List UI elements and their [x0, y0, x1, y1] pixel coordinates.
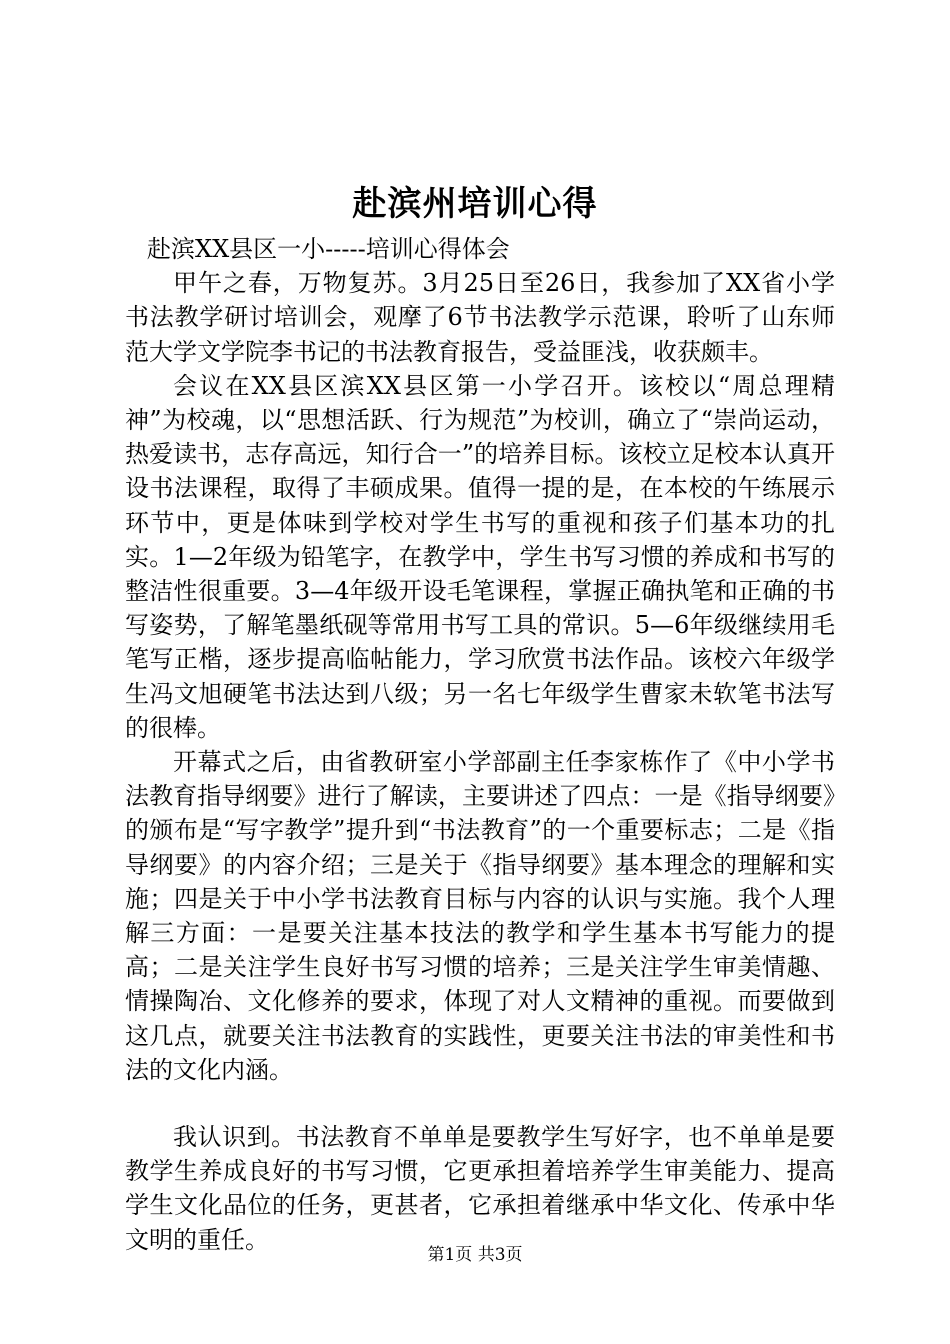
document-body	[125, 232, 835, 1257]
paragraph-3: 开幕式之后，由省教研室小学部副主任李家栋作了《中小学书法教育指导纲要》进行了解读，主要讲述了四点：一是《指导纲要》的颁布是“写字教学”提升到“书法教育”的一个重要标志；二是《指导纲要》的内容介绍；三是关于《指导纲要》基本理念的理解和实施；四是关于中小学书法教育目标与内容的认识与实施。我个人理解三方面：一是要关注基本技法的教学和学生基本书写能力的提高；二是关注学生良好书写习惯的培养；三是关注学生审美情趣、情操陶冶、文化修养的要求，体现了对人文精神的重视。而要做到这几点，就要关注书法教育的实践性，更要关注书法的审美性和书法的文化内涵。	[125, 748, 835, 1084]
page-footer: 第1页 共3页	[427, 1245, 523, 1265]
paragraph-4: 我认识到。书法教育不单单是要教学生写好字，也不单单是要教学生养成良好的书写习惯，它更承担着培养学生审美能力、提高学生文化品位的任务，更甚者，它承担着继承中华文化、传承中华文明的重任。	[125, 1123, 835, 1254]
document-subtitle: 赴滨XX县区一小-----培训心得体会	[147, 235, 510, 263]
paragraph-2: 会议在XX县区滨XX县区第一小学召开。该校以“周总理精神”为校魂，以“思想活跃、行为规范”为校训，确立了“崇尚运动，热爱读书，志存高远，知行合一”的培养目标。该校立足校本认真开设书法课程，取得了丰硕成果。值得一提的是，在本校的午练展示环节中，更是体味到学校对学生书写的重视和孩子们基本功的扎实。1—2年级为铅笔字，在教学中，学生书写习惯的养成和书写的整洁性很重要。3—4年级开设毛笔课程，掌握正确执笔和正确的书写姿势，了解笔墨纸砚等常用书写工具的常识。5—6年级继续用毛笔写正楷，逐步提高临帖能力，学习欣赏书法作品。该校六年级学生冯文旭硬笔书法达到八级；另一名七年级学生曹家未软笔书法写的很棒。	[125, 371, 835, 742]
paragraph-1: 甲午之春，万物复苏。3月25日至26日，我参加了XX省小学书法教学研讨培训会，观摩了6节书法教学示范课，聆听了山东师范大学文学院李书记的书法教育报告，受益匪浅，收获颇丰。	[125, 269, 835, 366]
document-title: 赴滨州培训心得	[352, 184, 598, 224]
